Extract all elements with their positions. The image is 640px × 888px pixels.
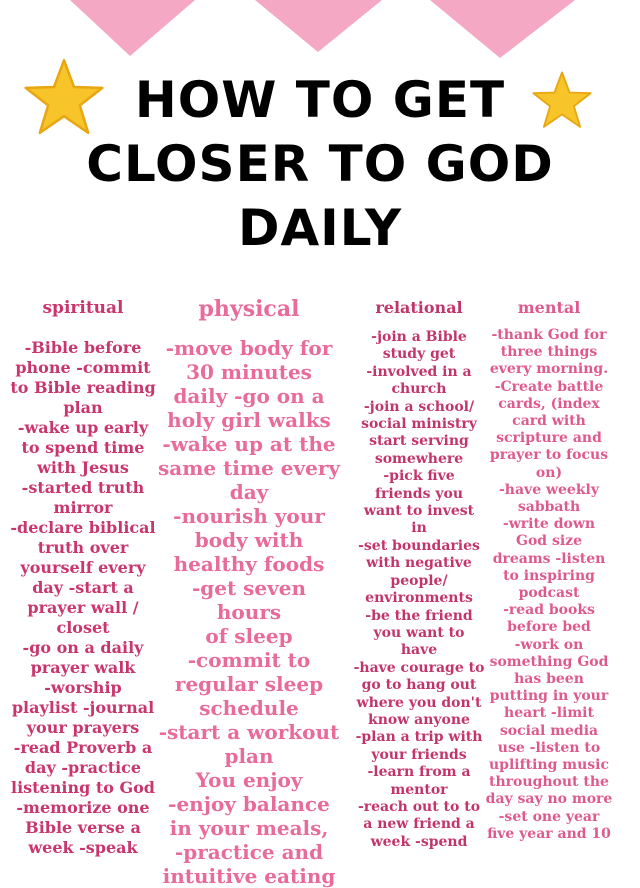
column-text-spiritual: -Bible before phone -commit to Bible reading plan -wake up early to spend time with Jesus -started truth mirror -declare biblical truth over yourself every day -start a prayer wall / closet -go on a daily prayer walk -worship playlist -journal your prayers -read Proverb a day -practice listening to God -memorize one Bible verse a week -speak — [10, 338, 156, 857]
column-heading-relational: relational — [375, 298, 463, 317]
column-heading-spiritual: spiritual — [42, 298, 124, 318]
column-heading-physical: physical — [198, 296, 300, 322]
column-heading-mental: mental — [517, 298, 581, 317]
column-physical — [158, 296, 340, 888]
title-line-3: DAILY — [237, 199, 403, 257]
heart-shape-right — [430, 0, 575, 58]
column-spiritual — [6, 298, 160, 855]
title-line-1: HOW TO GET — [134, 71, 506, 129]
column-mental — [484, 298, 614, 855]
column-text-mental: -thank God for three things every morning. -Create battle cards, (index card with scripture and prayer to focus on) -have weekly sabbath -write down God size dreams -listen to inspiring podcast -read books before bed -work on something God has been putting in your heart -limit social media use -listen to uplifting music throughout the day say no more -set one year five year and 10 — [485, 327, 613, 842]
column-text-physical: -move body for 30 minutes daily -go on a holy girl walks -wake up at the same time every day -nourish your body with healthy foods -get seven hours of sleep -commit to regular sleep schedule -start a workout plan You enjoy -enjoy balance in your meals, -practice and intuitive eating — [158, 336, 340, 888]
page-title — [0, 68, 640, 260]
heart-shape-left — [70, 0, 195, 56]
title-line-2: CLOSER TO GOD — [86, 135, 554, 193]
column-text-relational: -join a Bible study get -involved in a church -join a school/ social ministry start serving somewhere -pick five friends you want to invest in -set boundaries with negative people/ environments -be the friend you want to have -have courage to go to hang out where you don't know anyone -plan a trip with your friends -learn from a mentor -reach out to to a new friend a week -spend — [353, 329, 485, 850]
column-relational — [350, 298, 488, 855]
heart-shape-center — [255, 0, 382, 52]
